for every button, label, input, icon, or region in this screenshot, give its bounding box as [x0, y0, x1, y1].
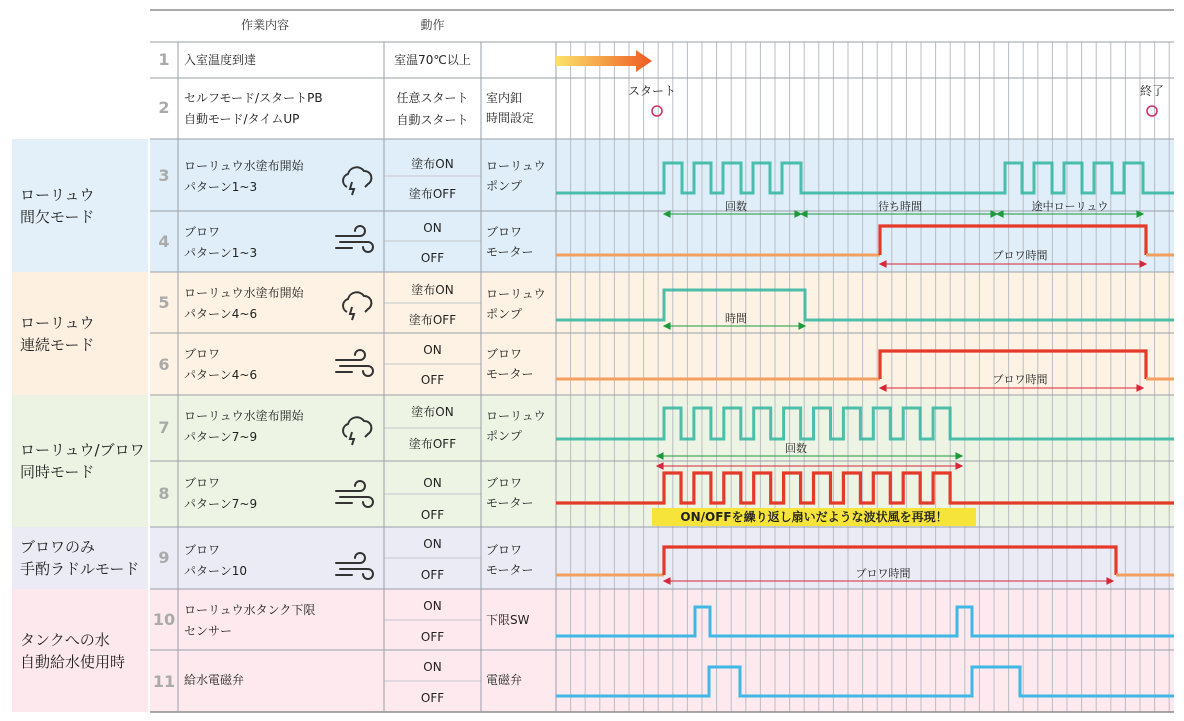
row-num-3: 3 — [158, 166, 170, 185]
mode-simultaneous-line1: ローリュウ/ブロワ — [20, 441, 145, 459]
task-row7-l1: ローリュウ水塗布開始 — [184, 409, 304, 423]
task-row2-l1: セルフモード/スタートPB — [184, 91, 323, 105]
task-row10-l2: センサー — [184, 624, 233, 638]
mode-intermittent-line2: 間欠モード — [20, 207, 95, 226]
mode-continuous-line2: 連続モード — [20, 335, 95, 354]
action-row10-on: ON — [423, 599, 442, 613]
wind-icon-3 — [336, 481, 373, 507]
action-row8-on: ON — [423, 476, 442, 490]
task-row5 — [184, 283, 304, 325]
row-num-1: 1 — [158, 50, 170, 69]
device-row10: 下限SW — [486, 613, 530, 627]
device-row2-l2: 時間設定 — [486, 111, 535, 125]
end-marker — [1147, 106, 1157, 116]
action-row6-off: OFF — [420, 373, 445, 387]
mode-continuous-line1: ローリュウ — [20, 313, 95, 332]
task-row3-l2: パターン1~3 — [184, 180, 258, 194]
device-row9-l2: モーター — [486, 563, 534, 577]
row-num-2: 2 — [158, 98, 170, 117]
row4-blower-time-label: ブロワ時間 — [992, 249, 1048, 262]
device-row4-l2: モーター — [486, 245, 534, 259]
wind-icon-4 — [336, 553, 373, 579]
action-row6-on: ON — [423, 343, 442, 357]
row-num-5: 5 — [158, 293, 170, 312]
row3-wait-label: 待ち時間 — [878, 200, 922, 213]
header-task: 作業内容 — [240, 18, 289, 32]
row-num-9: 9 — [158, 548, 170, 567]
task-row4-l1: ブロワ — [184, 225, 221, 239]
device-row2-l1: 室内釦 — [486, 91, 523, 105]
task-row9-l1: ブロワ — [184, 543, 221, 557]
task-row6-l2: パターン4~6 — [184, 368, 258, 382]
task-row10 — [184, 600, 315, 642]
device-row8-l2: モーター — [486, 496, 534, 510]
end-label: 終了 — [1140, 84, 1165, 98]
action-row11-off: OFF — [420, 691, 445, 705]
mode-intermittent-line1: ローリュウ — [20, 185, 95, 204]
wind-icon-2 — [336, 350, 373, 376]
task-row9 — [184, 540, 247, 582]
task-row8 — [184, 473, 257, 515]
row3-count-label: 回数 — [725, 200, 747, 213]
task-row3 — [184, 156, 304, 198]
task-row4 — [184, 222, 257, 264]
cloud-rain-icon-2 — [343, 292, 371, 320]
task-row5-l2: パターン4~6 — [184, 307, 258, 321]
device-row8-l1: ブロワ — [486, 476, 523, 490]
interval-arrows — [657, 211, 1146, 584]
device-row7-l2: ポンプ — [486, 429, 523, 443]
mode-blower-only-line2: 手酌ラドルモード — [20, 560, 140, 578]
header-action: 動作 — [420, 18, 445, 32]
task-row2-l2: 自動モード/タイムUP — [184, 112, 300, 126]
device-row5-l2: ポンプ — [486, 307, 523, 321]
task-row10-l1: ローリュウ水タンク下限 — [184, 603, 316, 617]
task-row5-l1: ローリュウ水塗布開始 — [184, 286, 304, 300]
action-row8-off: OFF — [420, 508, 445, 522]
device-row6-l2: モーター — [486, 367, 534, 381]
device-row3-l2: ポンプ — [486, 179, 523, 193]
action-row11-on: ON — [423, 660, 442, 674]
device-row9 — [486, 540, 534, 580]
device-row7 — [486, 406, 546, 446]
action-row10-off: OFF — [420, 630, 445, 644]
task-row11 — [184, 670, 244, 691]
device-row3-l1: ローリュウ — [486, 159, 546, 173]
device-row6-l1: ブロワ — [486, 347, 523, 361]
row-num-8: 8 — [158, 484, 170, 503]
row-num-11: 11 — [152, 672, 176, 691]
row9-blower-time-label: ブロワ時間 — [855, 567, 911, 580]
task-row11-l1: 給水電磁弁 — [184, 673, 245, 687]
device-row3 — [486, 156, 546, 196]
task-row2 — [184, 88, 323, 130]
start-marker — [652, 106, 662, 116]
task-row8-l2: パターン7~9 — [184, 497, 258, 511]
action-row2-l2: 自動スタート — [396, 113, 469, 127]
wind-icon — [336, 226, 373, 252]
action-row9-on: ON — [423, 537, 442, 551]
action-row7-off: 塗布OFF — [408, 437, 457, 451]
action-row5-on: 塗布ON — [411, 283, 454, 297]
row-num-10: 10 — [152, 610, 176, 629]
device-row5 — [486, 284, 546, 324]
action-row9-off: OFF — [420, 568, 445, 582]
device-row4-l1: ブロワ — [486, 225, 523, 239]
time-grid — [571, 42, 1170, 712]
mode-blower-only-line1: ブロワのみ — [20, 538, 96, 556]
action-row7-on: 塗布ON — [411, 405, 454, 419]
action-row3-off: 塗布OFF — [408, 187, 457, 201]
row-num-7: 7 — [158, 418, 170, 437]
device-row11: 電磁弁 — [486, 673, 523, 687]
task-row6 — [184, 344, 257, 386]
wave-row3 — [556, 163, 1174, 193]
row3-mid-label: 途中ローリュウ — [1031, 200, 1109, 213]
row5-time-label: 時間 — [725, 312, 747, 325]
cloud-rain-icon-3 — [343, 417, 371, 445]
mode-auto-water-line1: タンクへの水 — [20, 630, 110, 649]
task-row4-l2: パターン1~3 — [184, 246, 258, 260]
task-row7-l2: パターン7~9 — [184, 430, 258, 444]
cloud-rain-icon — [343, 167, 371, 195]
device-row2 — [486, 88, 534, 128]
action-row5-off: 塗布OFF — [408, 313, 457, 327]
task-row3-l1: ローリュウ水塗布開始 — [184, 159, 304, 173]
mode-auto-water-line2: 自動給水使用時 — [20, 652, 126, 671]
row-num-6: 6 — [158, 355, 170, 374]
action-row4-on: ON — [423, 221, 442, 235]
action-row4-off: OFF — [420, 251, 445, 265]
device-row7-l1: ローリュウ — [486, 409, 546, 423]
row-num-4: 4 — [158, 232, 170, 251]
device-row8 — [486, 473, 534, 513]
task-row7 — [184, 406, 304, 448]
device-row5-l1: ローリュウ — [486, 287, 546, 301]
action-row3-on: 塗布ON — [411, 157, 454, 171]
device-row9-l1: ブロワ — [486, 543, 523, 557]
mode-simultaneous-line2: 同時モード — [20, 463, 95, 481]
device-row4 — [486, 222, 534, 262]
start-label: スタート — [628, 84, 677, 98]
row7-count-label: 回数 — [785, 442, 807, 455]
task-row8-l1: ブロワ — [184, 476, 221, 490]
action-row1: 室温70℃以上 — [394, 53, 471, 67]
task-row9-l2: パターン10 — [184, 564, 248, 578]
row6-blower-time-label: ブロワ時間 — [992, 373, 1048, 386]
task-row6-l1: ブロワ — [184, 347, 221, 361]
task-row1-l1: 入室温度到達 — [184, 53, 257, 67]
action-row2-l1: 任意スタート — [396, 91, 469, 105]
device-row6 — [486, 344, 534, 384]
wave-banner: ON/OFFを繰り返し扇いだような波状風を再現！ — [652, 508, 976, 526]
task-row1 — [184, 50, 256, 71]
